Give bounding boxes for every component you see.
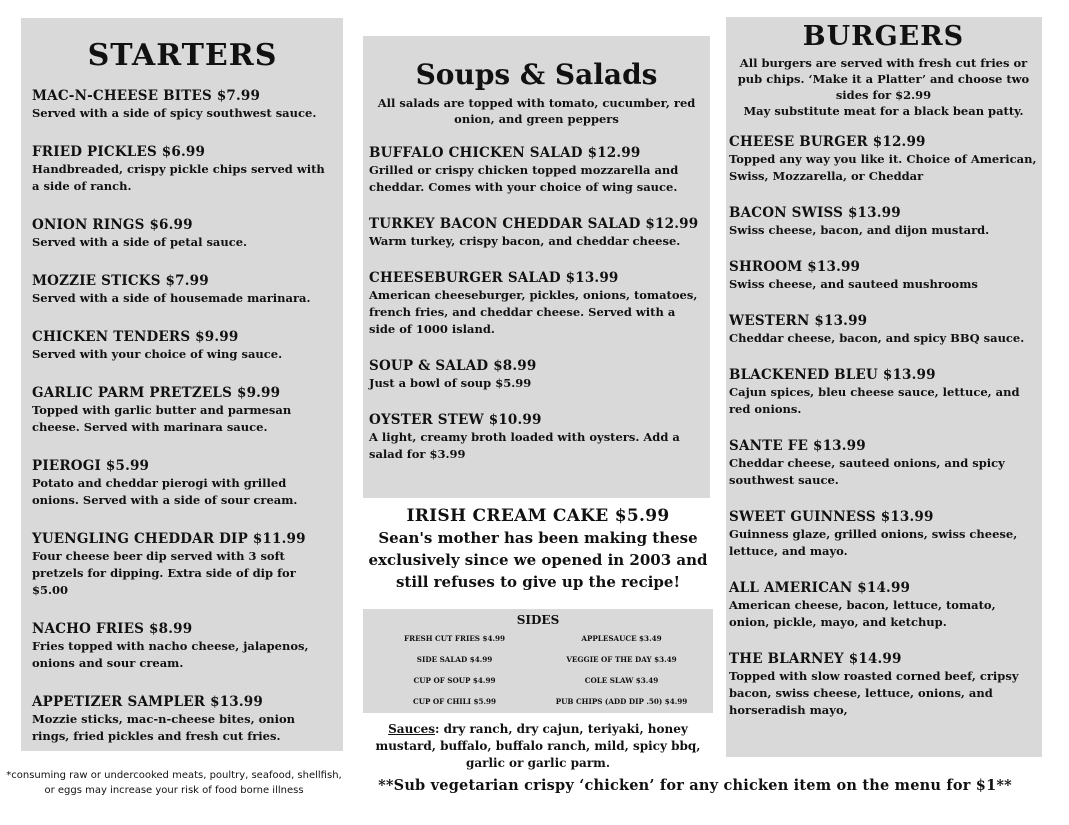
item-description: Topped any way you like it. Choice of American, Swiss, Mozzarella, or Cheddar xyxy=(729,152,1037,183)
menu-item xyxy=(32,328,333,363)
menu-item xyxy=(32,457,333,509)
item-description: Served with your choice of wing sauce. xyxy=(32,347,283,361)
menu-item xyxy=(729,650,1038,719)
burgers-section xyxy=(726,17,1042,757)
menu-item xyxy=(729,508,1038,560)
side-item: APPLESAUCE $3.49 xyxy=(581,634,662,643)
sides-title: SIDES xyxy=(516,613,560,627)
item-name: GARLIC PARM PRETZELS $9.99 xyxy=(32,385,281,401)
item-description: Served with a side of spicy southwest sauce. xyxy=(32,106,317,120)
item-description: Swiss cheese, bacon, and dijon mustard. xyxy=(729,223,990,237)
item-name: NACHO FRIES $8.99 xyxy=(32,621,193,637)
item-name: WESTERN $13.99 xyxy=(729,313,868,329)
food-safety-disclaimer: *consuming raw or undercooked meats, poultry, seafood, shellfish, or eggs may increase your risk of food borne illness xyxy=(6,770,342,796)
cake-description: Sean's mother has been making these exclusively since we opened in 2003 and still refuses to give up the recipe! xyxy=(368,529,708,591)
side-item: CUP OF SOUP $4.99 xyxy=(413,676,496,685)
menu-item xyxy=(32,693,333,745)
item-description: Fries topped with nacho cheese, jalapenos, onions and sour cream. xyxy=(32,639,309,670)
item-name: SOUP & SALAD $8.99 xyxy=(369,358,537,374)
item-description: Topped with slow roasted corned beef, cripsy bacon, swiss cheese, lettuce, onions, and horseradish mayo, xyxy=(729,669,1019,717)
item-description: American cheese, bacon, lettuce, tomato, onion, pickle, mayo, and ketchup. xyxy=(729,598,996,629)
menu-item xyxy=(32,620,333,672)
item-description: Topped with garlic butter and parmesan cheese. Served with marinara sauce. xyxy=(32,403,292,434)
item-name: APPETIZER SAMPLER $13.99 xyxy=(32,694,263,710)
cake-title: IRISH CREAM CAKE $5.99 xyxy=(406,506,670,526)
item-name: CHEESE BURGER $12.99 xyxy=(729,134,926,150)
item-description: Guinness glaze, grilled onions, swiss cheese, lettuce, and mayo. xyxy=(729,527,1018,558)
item-name: TURKEY BACON CHEDDAR SALAD $12.99 xyxy=(369,216,699,232)
item-description: Served with a side of housemade marinara. xyxy=(32,291,311,305)
item-description: A light, creamy broth loaded with oysters. Add a salad for $3.99 xyxy=(369,430,680,461)
item-name: ALL AMERICAN $14.99 xyxy=(729,580,911,596)
item-name: CHICKEN TENDERS $9.99 xyxy=(32,329,239,345)
item-description: Four cheese beer dip served with 3 soft pretzels for dipping. Extra side of dip for $5.00 xyxy=(32,549,296,597)
menu-item xyxy=(729,312,1038,347)
item-name: THE BLARNEY $14.99 xyxy=(729,651,902,667)
item-name: MOZZIE STICKS $7.99 xyxy=(32,273,209,289)
item-name: BUFFALO CHICKEN SALAD $12.99 xyxy=(369,145,641,161)
sauces-text: : dry ranch, dry cajun, teriyaki, honey mustard, buffalo, buffalo ranch, mild, spicy bbq, garlic or garlic parm. xyxy=(375,722,701,770)
side-item: FRESH CUT FRIES $4.99 xyxy=(404,634,505,643)
item-description: Cheddar cheese, bacon, and spicy BBQ sauce. xyxy=(729,331,1025,345)
item-name: MAC-N-CHEESE BITES $7.99 xyxy=(32,88,261,104)
menu-item xyxy=(32,530,333,599)
item-name: YUENGLING CHEDDAR DIP $11.99 xyxy=(32,531,306,547)
starters-section xyxy=(21,18,343,751)
item-description: Potato and cheddar pierogi with grilled onions. Served with a side of sour cream. xyxy=(32,476,298,507)
item-name: FRIED PICKLES $6.99 xyxy=(32,144,206,160)
item-name: SWEET GUINNESS $13.99 xyxy=(729,509,934,525)
item-description: Grilled or crispy chicken topped mozzarella and cheddar. Comes with your choice of wing sauce. xyxy=(369,163,679,194)
sauces-list xyxy=(363,721,713,772)
vegetarian-note: **Sub vegetarian crispy ‘chicken’ for any chicken item on the menu for $1** xyxy=(378,777,1012,794)
item-name: OYSTER STEW $10.99 xyxy=(369,412,542,428)
item-description: Swiss cheese, and sauteed mushrooms xyxy=(729,277,978,291)
item-name: BLACKENED BLEU $13.99 xyxy=(729,367,936,383)
menu-item xyxy=(729,204,1038,239)
menu-item xyxy=(729,437,1038,489)
sides-list xyxy=(371,633,705,708)
menu-item xyxy=(369,411,704,463)
menu-item xyxy=(369,269,704,338)
sides-section xyxy=(363,609,713,713)
side-item: VEGGIE OF THE DAY $3.49 xyxy=(566,655,677,664)
menu-item xyxy=(32,216,333,251)
menu-item xyxy=(369,215,704,250)
item-description: Handbreaded, crispy pickle chips served with a side of ranch. xyxy=(32,162,325,193)
menu-item xyxy=(32,384,333,436)
item-description: Warm turkey, crispy bacon, and cheddar cheese. xyxy=(369,234,681,248)
item-name: SHROOM $13.99 xyxy=(729,259,861,275)
item-name: BACON SWISS $13.99 xyxy=(729,205,901,221)
side-item: PUB CHIPS (ADD DIP .50) $4.99 xyxy=(555,697,688,706)
sauces-label: Sauces xyxy=(388,722,435,736)
soups-salads-title: Soups & Salads xyxy=(415,58,658,91)
menu-item xyxy=(32,143,333,195)
side-item: CUP OF CHILI $5.99 xyxy=(412,697,497,706)
irish-cream-cake-feature xyxy=(363,505,713,593)
item-description: Just a bowl of soup $5.99 xyxy=(369,376,532,390)
side-item: SIDE SALAD $4.99 xyxy=(416,655,493,664)
menu-item xyxy=(729,366,1038,418)
menu-item xyxy=(369,357,704,392)
side-item: COLE SLAW $3.49 xyxy=(584,676,659,685)
item-description: American cheeseburger, pickles, onions, tomatoes, french fries, and cheddar cheese. Served with a side of 1000 island. xyxy=(369,288,698,336)
item-description: Mozzie sticks, mac-n-cheese bites, onion rings, fried pickles and fresh cut fries. xyxy=(32,712,296,743)
menu-item xyxy=(729,579,1038,631)
menu-item xyxy=(729,133,1038,185)
item-description: Cheddar cheese, sauteed onions, and spicy southwest sauce. xyxy=(729,456,1005,487)
menu-item xyxy=(32,272,333,307)
menu-item xyxy=(32,87,333,122)
menu-item xyxy=(369,144,704,196)
item-name: CHEESEBURGER SALAD $13.99 xyxy=(369,270,619,286)
item-description: Cajun spices, bleu cheese sauce, lettuce, and red onions. xyxy=(729,385,1020,416)
item-description: Served with a side of petal sauce. xyxy=(32,235,248,249)
item-name: SANTE FE $13.99 xyxy=(729,438,866,454)
burgers-intro-substitute: May substitute meat for a black bean patty. xyxy=(743,104,1024,118)
starters-title: STARTERS xyxy=(87,38,278,73)
soups-salads-section xyxy=(363,36,710,498)
salads-intro: All salads are topped with tomato, cucumber, red onion, and green peppers xyxy=(377,96,696,126)
item-name: ONION RINGS $6.99 xyxy=(32,217,193,233)
menu-item xyxy=(729,258,1038,293)
burgers-title: BURGERS xyxy=(802,21,965,52)
item-name: PIEROGI $5.99 xyxy=(32,458,150,474)
burgers-intro: All burgers are served with fresh cut fries or pub chips. ‘Make it a Platter’ and choose two sides for $2.99 xyxy=(737,56,1030,102)
